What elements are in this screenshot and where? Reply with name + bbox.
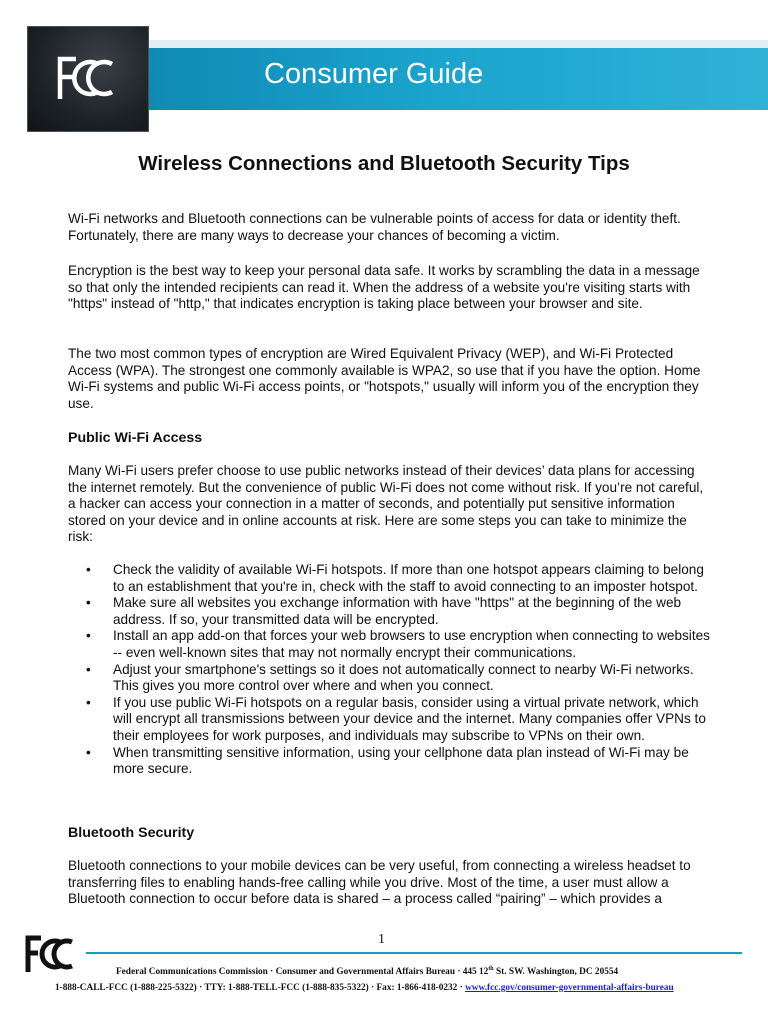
bullet: • bbox=[86, 661, 91, 677]
public-wifi-paragraph-text: Many Wi-Fi users prefer choose to use public networks instead of their devices’ data plans for accessing the internet remotely. But the convenience of public Wi-Fi does not come without risk. If you’re not careful, a hacker can access your connection in a matter of seconds, and potentially put sensitive information stored on your device and in online accounts at risk. Here are some steps you can take to minimize the risk: bbox=[68, 463, 704, 545]
bullet: • bbox=[86, 562, 91, 577]
intro-paragraph-2-text: Encryption is the best way to keep your personal data safe. It works by scrambling the data in a message so that only the intended recipients can read it. When the address of a website you're visiting starts with "https" instead of "http," that indicates encryption is taking place between your browser and site. bbox=[68, 263, 700, 312]
footer-address-text-end: St. SW. Washington, DC 20554 bbox=[493, 967, 619, 978]
intro-paragraph-1 bbox=[68, 211, 708, 244]
fcc-logo-icon bbox=[56, 55, 120, 101]
bullet: • bbox=[86, 744, 91, 760]
bluetooth-paragraph bbox=[68, 858, 708, 908]
footer-contact bbox=[55, 983, 674, 993]
page-number: 1 bbox=[378, 932, 385, 947]
footer-contact-text: 1-888-CALL-FCC (1-888-225-5322) · TTY: 1-888-TELL-FCC (1-888-835-5322) · Fax: 1-866-418-0232 · bbox=[55, 983, 466, 993]
list-item bbox=[68, 562, 718, 595]
list-item bbox=[68, 662, 718, 695]
public-wifi-heading: Public Wi-Fi Access bbox=[68, 430, 203, 446]
bluetooth-paragraph-text: Bluetooth connections to your mobile devices can be very useful, from connecting a wireless headset to transferring files to enabling hands-free calling while you drive. Most of the time, a user must allow a Bluetooth connection to occur before data is shared – a process called “pairing” – which provides a bbox=[68, 858, 691, 907]
intro-paragraph-1-text: Wi-Fi networks and Bluetooth connections can be vulnerable points of access for data or identity theft. Fortunately, there are many ways to decrease your chances of becoming a victim. bbox=[68, 211, 681, 243]
list-item-text: Check the validity of available Wi-Fi hotspots. If more than one hotspot appears claiming to belong to an establishment that you're in, check with the staff to avoid connecting to an imposter hotspot. bbox=[113, 562, 704, 594]
list-item bbox=[68, 745, 718, 778]
bullet: • bbox=[86, 595, 91, 611]
list-item-text: Install an app add-on that forces your web browsers to use encryption when connecting to websites -- even well-known sites that may not normally encrypt their communications. bbox=[113, 628, 710, 660]
list-item bbox=[68, 628, 718, 661]
intro-paragraph-2 bbox=[68, 263, 708, 313]
public-wifi-paragraph bbox=[68, 463, 708, 546]
bullet: • bbox=[86, 628, 91, 644]
wifi-tips-list bbox=[68, 562, 718, 778]
fcc-logo-icon bbox=[24, 934, 78, 974]
bluetooth-heading: Bluetooth Security bbox=[68, 825, 195, 841]
footer-address bbox=[116, 966, 618, 977]
list-item-text: Make sure all websites you exchange information with have "https" at the beginning of the web address. If so, your transmitted data will be encrypted. bbox=[113, 595, 682, 627]
bullet: • bbox=[86, 694, 91, 710]
list-item-text: When transmitting sensitive information, using your cellphone data plan instead of Wi-Fi may be more secure. bbox=[113, 744, 689, 777]
document-title: Wireless Connections and Bluetooth Security Tips bbox=[138, 152, 630, 175]
consumer-guide-banner bbox=[0, 36, 768, 120]
list-item bbox=[68, 595, 718, 628]
fcc-logo bbox=[27, 26, 149, 132]
list-item bbox=[68, 695, 718, 745]
footer-divider bbox=[86, 952, 742, 954]
footer-website-link[interactable]: www.fcc.gov/consumer-governmental-affairs-bureau bbox=[465, 983, 674, 993]
banner-highlight bbox=[140, 40, 768, 48]
footer-fcc-logo bbox=[24, 934, 78, 979]
banner-title: Consumer Guide bbox=[264, 58, 484, 90]
footer-address-sup: th bbox=[488, 966, 494, 972]
intro-paragraph-3 bbox=[68, 346, 708, 412]
footer-address-text: Federal Communications Commission · Consumer and Governmental Affairs Bureau · 445 12 bbox=[116, 967, 489, 978]
list-item-text: If you use public Wi-Fi hotspots on a regular basis, consider using a virtual private network, which will encrypt all transmissions between your device and the internet. Many companies offer VPNs to their employees for work purposes, and individuals may subscribe to VPNs on their own. bbox=[113, 694, 706, 743]
intro-paragraph-3-text: The two most common types of encryption are Wired Equivalent Privacy (WEP), and Wi-Fi Protected Access (WPA). The strongest one commonly available is WPA2, so use that if you have the option. Home Wi-Fi systems and public Wi-Fi access points, or "hotspots," usually will inform you of the encryption they use. bbox=[68, 346, 701, 411]
list-item-text: Adjust your smartphone's settings so it does not automatically connect to nearby Wi-Fi networks. This gives you more control over where and when you connect. bbox=[113, 661, 694, 694]
